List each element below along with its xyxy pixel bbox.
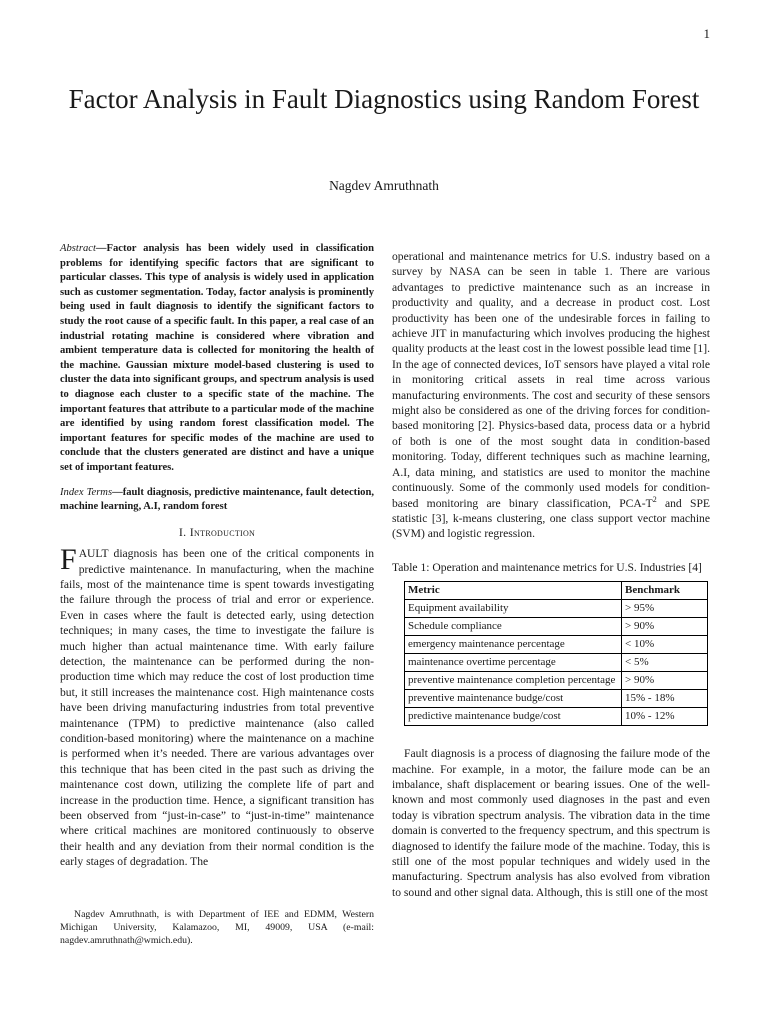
author-name: Nagdev Amruthnath [329,178,439,193]
table-row [405,618,708,636]
table-header-benchmark: Benchmark [622,582,708,600]
author-footnote: Nagdev Amruthnath, is with Department of IEE and EDMM, Western Michigan University, Kalamazoo, MI, 49009, USA (e-mail: nagdev.amruthnath@wmich.edu). [60,909,374,946]
metric-cell: maintenance overtime percentage [405,654,622,672]
section-title: Introduction [189,524,256,539]
section-numeral: I. [178,524,187,539]
index-terms-lead: Index Terms [60,486,113,498]
benchmark-cell: < 5% [622,654,708,672]
benchmark-cell: > 95% [622,600,708,618]
intro-text: AULT diagnosis has been one of the critical components in predictive maintenance. In manufacturing, when the machine fails, most of the maintenance time is spent towards investigating the failure through the process of trial and error or experience. Even in cases where the fault is detected early, using detection techniques; in many cases, the time to investigate the failure is much higher than actual maintenance time. With early failure detection, the maintenance can be performed during the non-production time which may reduce the cost of lost production time but, it still increases the maintenance cost. High maintenance costs have been driving manufacturing industries from total preventive maintenance (TPM) to predictive maintenance (also called condition-based monitoring) where the maintenance on a machine is performed when it’s needed. There are various advantages over this technique that has been cited in the past such as driving the maintenance cost down, utilizing the complete life of part and increase in the production time. Hence, a significant transition has been observed from “just-in-case” to “just-in-time” maintenance where critical machines are monitored continuously to observe their health and any deviation from their normal condition is the early stages of degradation. The [60,547,374,869]
table-row [405,690,708,708]
index-terms [60,486,374,515]
paper-title: Factor Analysis in Fault Diagnostics using Random Forest [68,84,700,114]
table-caption: Table 1: Operation and maintenance metrics for U.S. Industries [4] [392,560,702,574]
superscript: 2 [652,494,657,504]
benchmark-cell: 15% - 18% [622,690,708,708]
page-number: 1 [703,26,710,41]
right-paragraph-2: Fault diagnosis is a process of diagnosing the failure mode of the machine. For example, in a motor, the failure mode can be an imbalance, shaft displacement or bearing issues. One of the well-known and most commonly used diagnoses in the past and even today is vibration spectrum analysis. The vibration data in the time domain is converted to the frequency spectrum, and this spectrum is diagnosed to identify the failure mode of the machine. Today, this is still one of the most popular techniques and widely used in the manufacturing. Spectrum analysis has also evolved from vibration to sound and other signal data. Although, this is still one of the most [392,747,710,899]
metric-cell: Schedule compliance [405,618,622,636]
metric-cell: Equipment availability [405,600,622,618]
benchmark-cell: 10% - 12% [622,708,708,726]
table-row [405,654,708,672]
table-row [405,600,708,618]
left-column [60,242,374,870]
index-terms-text: fault diagnosis, predictive maintenance, fault detection, machine learning, A.I, random forest [60,486,374,513]
metric-cell: preventive maintenance budge/cost [405,690,622,708]
abstract [60,242,374,476]
metric-cell: preventive maintenance completion percentage [405,672,622,690]
table-row [405,708,708,726]
table-header-metric: Metric [405,582,622,600]
benchmark-cell: > 90% [622,618,708,636]
right-column [392,249,710,900]
table-row [405,636,708,654]
right-paragraph-1-text: operational and maintenance metrics for U.S. industry based on a survey by NASA can be seen in table 1. There are various advantages to predictive maintenance such as an increase in productivity and quality, and a decrease in product cost. Lost productivity has been one of the undesirable forces in failing to achieve JIT in manufacturing which involves producing the highest quality products at the least cost in the lowest possible lead time [1]. In the age of connected devices, IoT sensors have played a vital role in monitoring critical assets in real time across various manufacturing environments. The cost and security of these sensors might also be considered as one of the driving forces for condition-based monitoring [2]. Physics-based data, process data or a hybrid of both is one of the most sought data in condition-based monitoring. Today, different techniques such as machine learning, A.I, data mining, and statistics are used to monitor the machine continuously. Some of the commonly used models for condition-based monitoring are binary classification, PCA-T [392,250,710,510]
benchmark-cell: < 10% [622,636,708,654]
abstract-dash: — [95,243,107,254]
metrics-table [404,581,708,726]
abstract-text: Factor analysis has been widely used in classification problems for identifying specific factors that are significant to particular classes. This type of analysis is widely used in application such as customer segmentation. Today, factor analysis is prominently being used in fault diagnosis to identify the significant factors to study the root cause of a specific fault. In this paper, a real case of an industrial rotating machine is considered where vibration and ambient temperature data is collected for monitoring the health of the machine. Gaussian mixture model-based clustering is used to cluster the data into significant groups, and spectrum analysis is used to diagnose each cluster to a specific state of the machine. The important features that attribute to a particular mode of the machine are identified by using random forest classification model. The important features for specific modes of the machine are used to conclude that the clusters generated are distinct and have a unique set of important features. [60,243,374,473]
section-heading [60,525,374,540]
drop-cap: F [60,543,77,577]
metric-cell: predictive maintenance budge/cost [405,708,622,726]
right-paragraph-1 [392,249,710,542]
right-paragraph-1-tail: and SPE statistic [3], k-means clustering, one class support vector machine (SVM) and logistic regression. [392,496,710,541]
index-terms-dash: — [112,486,123,498]
abstract-lead: Abstract [60,243,96,254]
intro-paragraph [60,543,374,870]
benchmark-cell: > 90% [622,672,708,690]
table-row [405,672,708,690]
table-header-row [405,582,708,600]
metric-cell: emergency maintenance percentage [405,636,622,654]
